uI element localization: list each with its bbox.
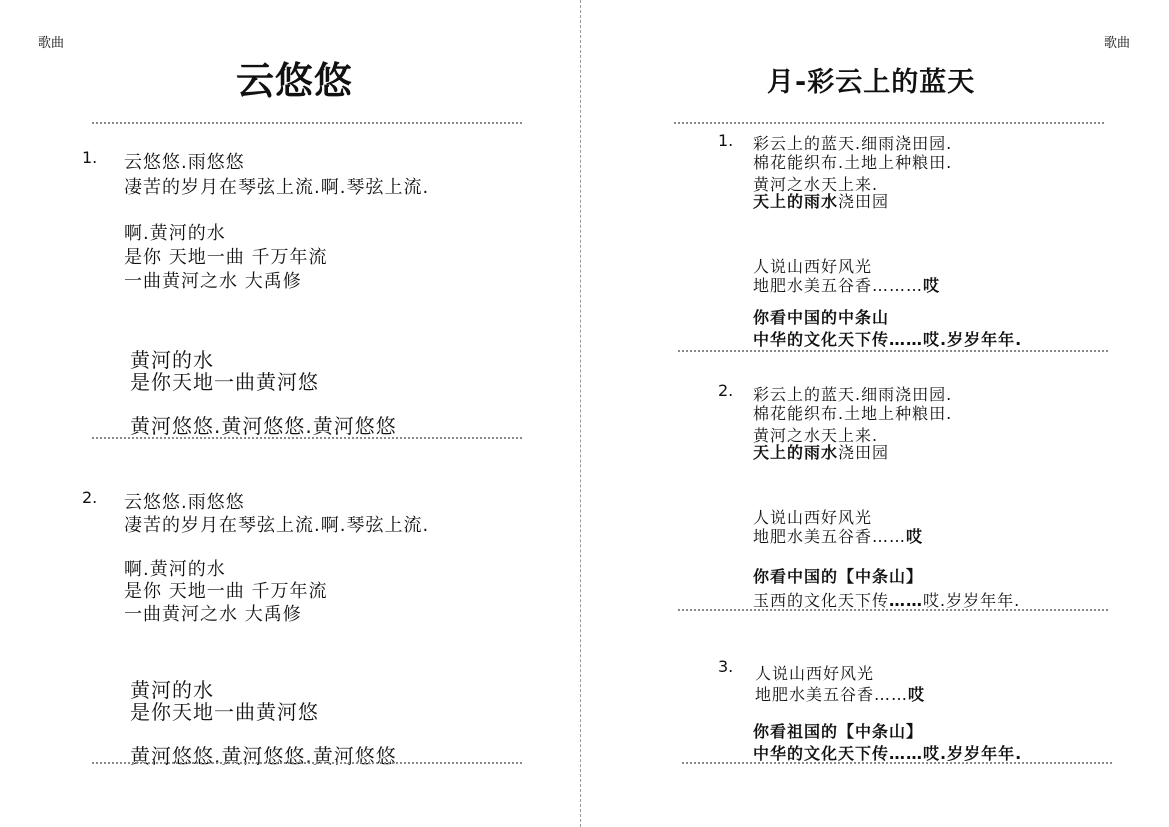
lyric-line — [753, 189, 889, 212]
right-page — [582, 0, 1169, 827]
lyric-span: 地肥水美五谷香…… — [755, 685, 909, 704]
lyric-line — [753, 273, 940, 296]
left-header-label: 歌曲 — [38, 36, 65, 51]
verse-divider — [92, 437, 522, 439]
lyric-line: 啊.黄河的水 — [124, 223, 226, 244]
lyric-line: 中华的文化天下传……哎.岁岁年年. — [753, 330, 1023, 349]
lyric-line: 人说山西好风光 — [755, 664, 875, 683]
lyric-bold-span: 天上的雨水 — [753, 443, 839, 462]
lyric-line: 人说山西好风光 — [753, 508, 873, 527]
lyric-span: 哎.岁岁年年. — [923, 591, 1021, 610]
lyric-bold-span: 哎 — [908, 685, 926, 704]
lyric-line — [753, 440, 889, 463]
lyric-line: 你看中国的中条山 — [753, 308, 890, 327]
lyric-line: 黄河的水 — [130, 348, 214, 372]
lyric-line — [755, 682, 925, 705]
lyric-line: 棉花能织布.土地上种粮田. — [753, 404, 953, 423]
lyric-line: 黄河的水 — [130, 678, 214, 702]
lyric-line: 你看中国的【中条山】 — [753, 567, 924, 586]
verse-number: 2. — [718, 381, 734, 400]
lyric-span: 地肥水美五谷香……… — [753, 276, 924, 295]
lyric-line: 中华的文化天下传……哎.岁岁年年. — [753, 744, 1023, 763]
lyric-line: 一曲黄河之水 大禹修 — [124, 604, 302, 625]
lyric-line: 你看祖国的【中条山】 — [753, 722, 924, 741]
verse-divider — [678, 609, 1108, 611]
right-title-divider — [674, 122, 1104, 124]
lyric-bold-span: 哎 — [923, 276, 941, 295]
lyric-line: 一曲黄河之水 大禹修 — [124, 271, 302, 292]
verse-number: 2. — [82, 488, 98, 507]
lyric-bold-span: 哎 — [906, 527, 924, 546]
verse-number: 3. — [718, 657, 734, 676]
verse-divider — [682, 762, 1112, 764]
lyric-span: 玉西的文化天下传 — [753, 591, 890, 610]
verse-divider — [92, 762, 522, 764]
verse-number: 1. — [82, 148, 98, 167]
left-song-title: 云悠悠 — [236, 59, 354, 103]
left-title-divider — [92, 122, 522, 124]
lyric-line: 黄河悠悠.黄河悠悠.黄河悠悠 — [130, 744, 397, 768]
lyric-line — [753, 524, 923, 547]
lyric-line: 彩云上的蓝天.细雨浇田园. — [753, 385, 953, 404]
lyric-line: 云悠悠.雨悠悠 — [124, 152, 245, 173]
right-song-title: 月-彩云上的蓝天 — [767, 67, 976, 98]
right-header-label: 歌曲 — [1104, 36, 1131, 51]
lyric-bold-span: …… — [889, 591, 924, 610]
lyric-bold-span: 天上的雨水 — [753, 192, 839, 211]
lyric-line: 啊.黄河的水 — [124, 559, 226, 580]
verse-divider — [678, 350, 1108, 352]
left-page — [0, 0, 580, 827]
lyric-line: 彩云上的蓝天.细雨浇田园. — [753, 134, 953, 153]
lyric-line: 凄苦的岁月在琴弦上流.啊.琴弦上流. — [124, 515, 430, 536]
lyric-line: 黄河之水天上来. — [753, 175, 879, 194]
lyric-line: 是你天地一曲黄河悠 — [130, 370, 319, 394]
lyric-line — [753, 588, 1020, 611]
lyric-line: 黄河之水天上来. — [753, 426, 879, 445]
lyric-line: 是你 天地一曲 千万年流 — [124, 581, 328, 602]
lyric-line: 黄河悠悠.黄河悠悠.黄河悠悠 — [130, 414, 397, 438]
lyric-line: 是你天地一曲黄河悠 — [130, 700, 319, 724]
lyric-line: 棉花能织布.土地上种粮田. — [753, 153, 953, 172]
lyric-span: 浇田园 — [838, 192, 890, 211]
lyric-span: 地肥水美五谷香…… — [753, 527, 907, 546]
lyric-line: 是你 天地一曲 千万年流 — [124, 247, 328, 268]
lyric-line: 云悠悠.雨悠悠 — [124, 492, 245, 513]
lyric-line: 人说山西好风光 — [753, 257, 873, 276]
lyric-line: 凄苦的岁月在琴弦上流.啊.琴弦上流. — [124, 177, 430, 198]
verse-number: 1. — [718, 131, 734, 150]
page-fold-line — [580, 0, 581, 827]
lyric-span: 浇田园 — [838, 443, 890, 462]
